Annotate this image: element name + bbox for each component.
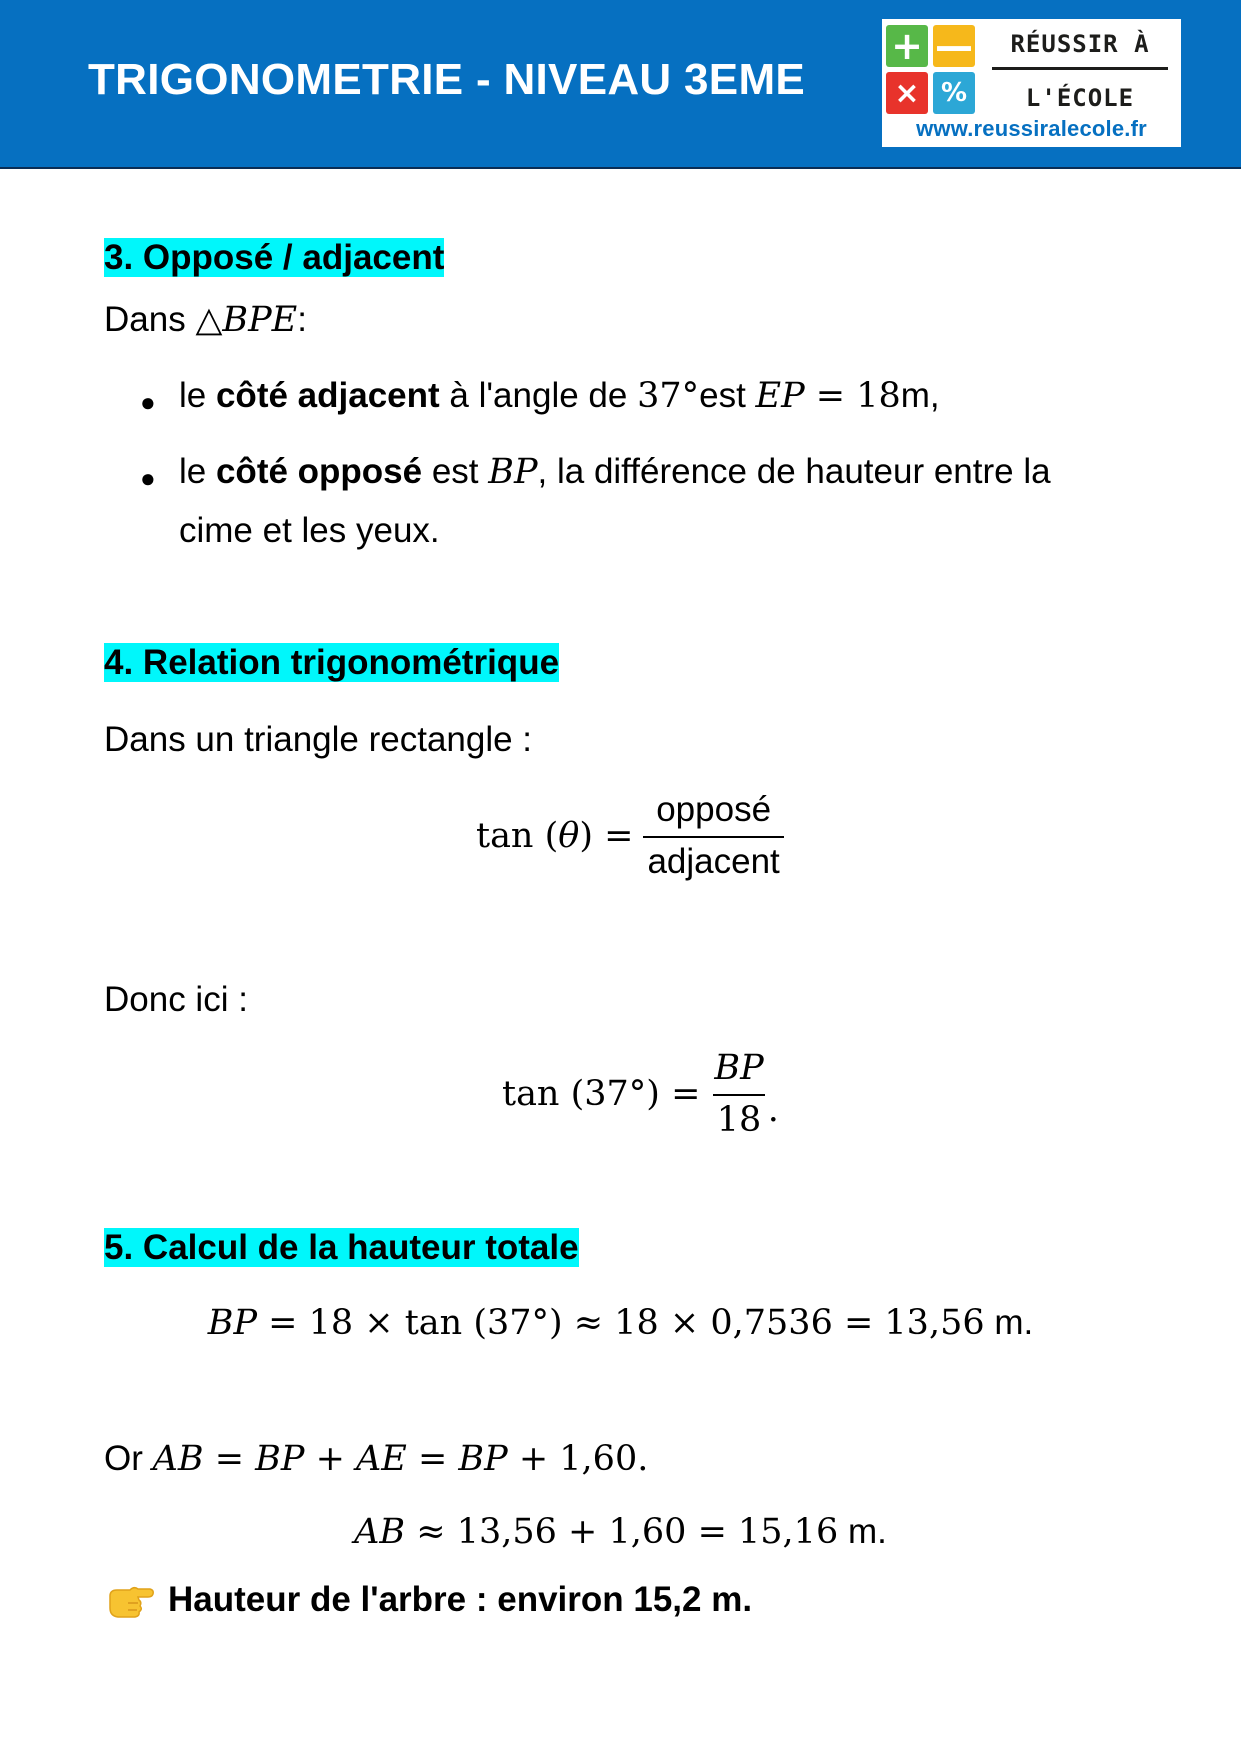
page-title: TRIGONOMETRIE - NIVEAU 3EME	[88, 55, 806, 104]
bullet1-pre: le	[179, 376, 216, 415]
pointing-hand-icon	[108, 1580, 154, 1620]
intro-colon: :	[297, 300, 307, 339]
bullet1-unit: m,	[900, 376, 940, 415]
formula-lhs-var: θ	[558, 816, 580, 856]
or-num: 1,60.	[559, 1439, 649, 1479]
percent-icon: %	[933, 72, 975, 114]
or-expr: AB = BP + AE = BP +	[152, 1439, 560, 1479]
logo-text-line2: L'ÉCOLE	[1025, 84, 1135, 112]
section3-intro	[104, 298, 307, 342]
fraction-numerator: opposé	[656, 790, 772, 829]
fraction	[710, 1048, 767, 1140]
bullet2-var: BP	[488, 452, 538, 492]
bullet1-angle: 37°	[637, 376, 700, 416]
logo-divider	[992, 67, 1168, 70]
intro-text: Dans	[104, 300, 186, 339]
page-header	[0, 0, 1241, 169]
section4-heading-text: 4. Relation trigonométrique	[104, 643, 560, 682]
bullet-opposite	[179, 443, 1051, 501]
bullet2-bold: côté opposé	[215, 452, 423, 491]
bullet2-mid: est	[422, 452, 489, 491]
bullet1-eq: = 18	[804, 376, 901, 416]
tan-37-formula	[502, 1048, 779, 1140]
bullet-marker: ●	[140, 463, 156, 493]
section3-heading	[104, 236, 444, 280]
section5-heading-text: 5. Calcul de la hauteur totale	[104, 1228, 579, 1267]
bullet1-bold: côté adjacent	[215, 376, 440, 415]
site-logo[interactable]	[882, 19, 1181, 147]
conclusion-text: Hauteur de l'arbre : environ 15,2 m.	[168, 1580, 753, 1619]
donc-text: Donc ici :	[104, 980, 248, 1019]
fraction	[643, 790, 783, 882]
section4-text: Dans un triangle rectangle :	[104, 720, 533, 759]
ab-rest: ≈ 13,56 + 1,60 = 15,16	[405, 1512, 839, 1552]
ab-unit: m.	[838, 1512, 887, 1551]
or-text: Or	[104, 1439, 153, 1478]
section5-heading	[104, 1226, 579, 1270]
plus-icon: +	[886, 25, 928, 67]
bullet-opposite-line2: cime et les yeux.	[179, 511, 440, 550]
bullet1-post: est	[699, 376, 756, 415]
section4-heading	[104, 641, 559, 685]
logo-text-line1: RÉUSSIR À	[1010, 30, 1150, 58]
formula-lhs-fn: tan (	[476, 816, 559, 856]
times-icon: ×	[886, 72, 928, 114]
ab-var: AB	[354, 1512, 406, 1552]
logo-url-link[interactable]: www.reussiralecole.fr	[916, 116, 1147, 141]
calc-unit: m.	[984, 1303, 1034, 1342]
fraction-numerator: BP	[714, 1048, 764, 1088]
triangle-symbol: △	[195, 300, 223, 340]
ab-calculation	[0, 1512, 1241, 1552]
bullet-marker: ●	[140, 387, 156, 417]
calc-rest: = 18 × tan (37°) ≈ 18 × 0,7536 = 13,56	[257, 1303, 985, 1343]
formula2-lhs: tan (37°) =	[502, 1074, 701, 1114]
formula-lhs-close: ) =	[579, 816, 634, 856]
bullet-adjacent	[179, 367, 940, 425]
bullet2-post: , la différence de hauteur entre la	[537, 452, 1051, 491]
bullet1-var: EP	[755, 376, 805, 416]
bullet2-pre: le	[179, 452, 216, 491]
section3-heading-text: 3. Opposé / adjacent	[104, 238, 445, 277]
fraction-denominator: adjacent	[643, 836, 783, 882]
bullet1-mid: à l'angle de	[439, 376, 638, 415]
triangle-name: BPE	[222, 300, 298, 340]
fraction-denominator: 18	[713, 1094, 766, 1140]
or-relation	[104, 1437, 648, 1481]
formula2-end: .	[767, 1090, 779, 1130]
tan-definition-formula	[476, 790, 784, 882]
calc-var: BP	[207, 1303, 258, 1343]
minus-icon: —	[935, 24, 973, 68]
bp-calculation	[0, 1303, 1241, 1343]
